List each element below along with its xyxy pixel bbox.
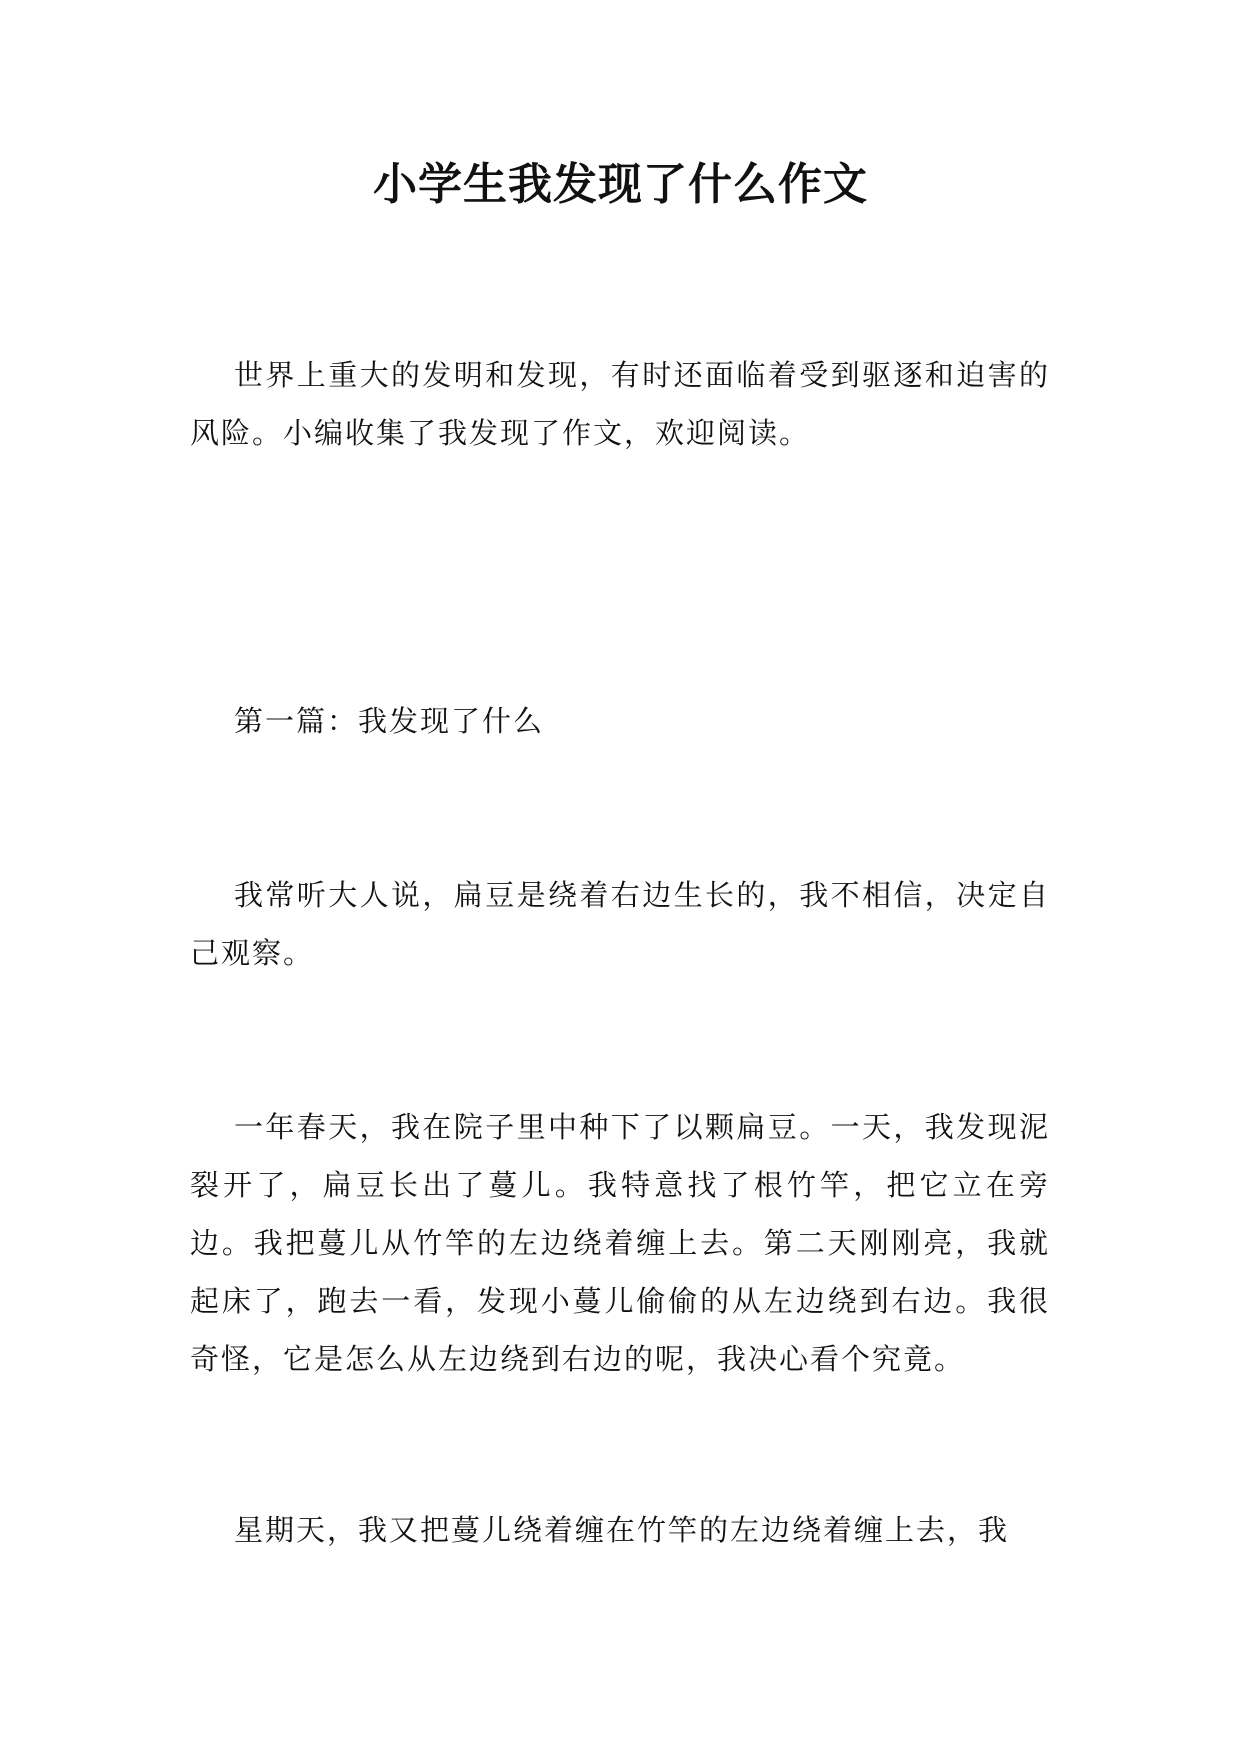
document-title: 小学生我发现了什么作文 [373,159,868,210]
section-heading: 第一篇：我发现了什么 [234,704,545,738]
body-paragraph: 我常听大人说，扁豆是绕着右边生长的，我不相信，决定自己观察。 [190,878,1050,970]
intro-paragraph: 世界上重大的发明和发现，有时还面临着受到驱逐和迫害的风险。小编收集了我发现了作文，欢迎阅读。 [190,358,1050,450]
body-paragraph: 一年春天，我在院子里中种下了以颗扁豆。一天，我发现泥裂开了，扁豆长出了蔓儿。我特意找了根竹竿，把它立在旁边。我把蔓儿从竹竿的左边绕着缠上去。第二天刚刚亮，我就起床了，跑去一看，发现小蔓儿偷偷的从左边绕到右边。我很奇怪，它是怎么从左边绕到右边的呢，我决心看个究竟。 [190,1110,1050,1376]
body-paragraph: 星期天，我又把蔓儿绕着缠在竹竿的左边绕着缠上去，我 [234,1513,1010,1547]
